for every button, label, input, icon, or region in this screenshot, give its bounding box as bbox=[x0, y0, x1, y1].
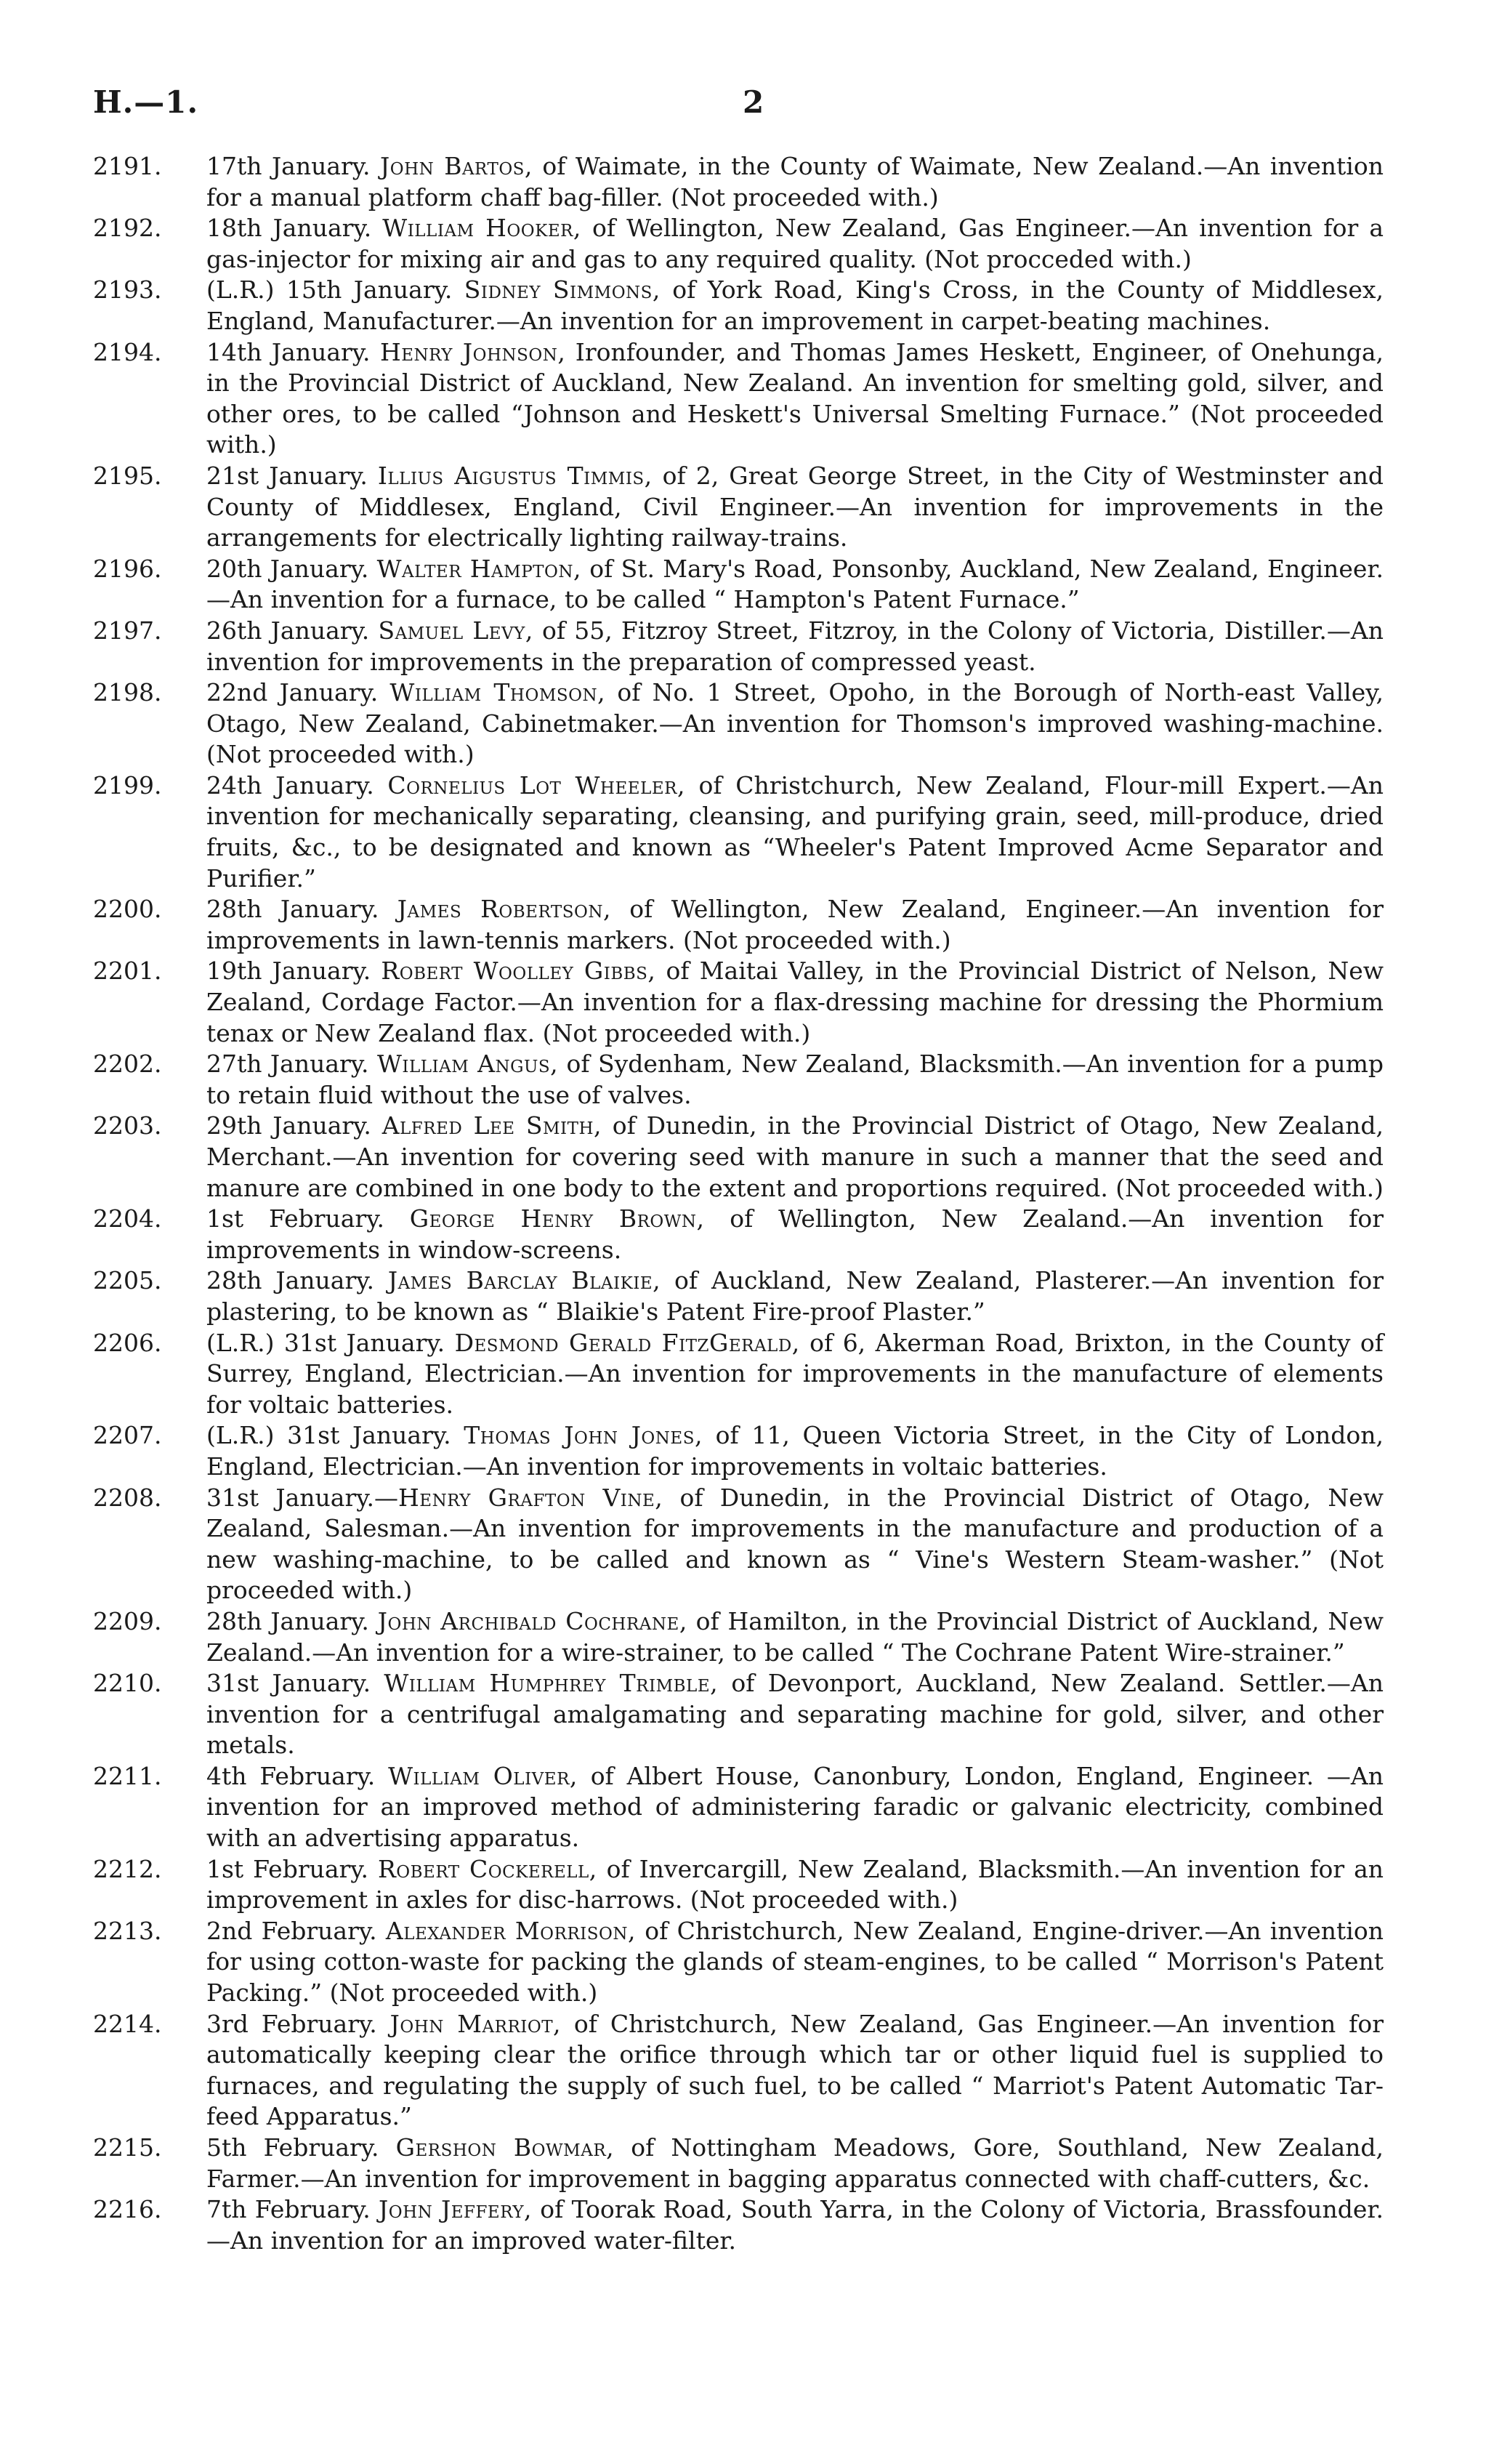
entry-date: 1st February. bbox=[206, 1854, 369, 1883]
entry-date: (L.R.) 31st January. bbox=[206, 1328, 445, 1357]
applicant-name: Henry Johnson, bbox=[379, 337, 566, 366]
entry-date: 22nd January. bbox=[206, 678, 379, 707]
applicant-name: John Archibald Cochrane, bbox=[377, 1606, 687, 1635]
entry-date: 21st January. bbox=[206, 461, 368, 490]
entry-number: 2203. bbox=[93, 1111, 162, 1140]
entry-details: of Christchurch, New Zealand, Flour-mill Expert.—An invention for mechanically separating, cleansing, and purifying grain, seed, mill-produce, dried fruits, &c., to be designated and known as “Wheeler's Patent Improved Acme Separator and Purifier.” bbox=[206, 770, 1384, 893]
entry-date: 2nd February. bbox=[206, 1916, 377, 1945]
applicant-name: James Barclay Blaikie, bbox=[387, 1266, 661, 1295]
patent-entry bbox=[93, 1606, 1384, 1668]
entry-number: 2210. bbox=[93, 1669, 162, 1698]
entry-date: 31st January.— bbox=[206, 1483, 398, 1512]
patent-entry bbox=[93, 1761, 1384, 1854]
entry-date: 18th January. bbox=[206, 214, 372, 243]
applicant-name: John Marriot, bbox=[389, 2009, 562, 2038]
applicant-name: Robert Woolley Gibbs, bbox=[381, 957, 656, 986]
entry-number: 2199. bbox=[93, 770, 162, 800]
entry-number: 2204. bbox=[93, 1204, 162, 1233]
patent-entry bbox=[93, 1854, 1384, 1916]
patent-entry bbox=[93, 1916, 1384, 2009]
entry-details: of Toorak Road, South Yarra, in the Colony of Victoria, Brassfounder.—An invention for an improved water-filter. bbox=[206, 2195, 1384, 2255]
applicant-name: Cornelius Lot Wheeler, bbox=[387, 770, 685, 800]
applicant-name: William Thomson, bbox=[389, 678, 606, 707]
patent-entry bbox=[93, 1049, 1384, 1111]
entry-date: 28th January. bbox=[206, 1606, 369, 1635]
patent-entry bbox=[93, 2194, 1384, 2256]
entry-number: 2216. bbox=[93, 2195, 162, 2224]
entry-details: Ironfounder, and Thomas James Heskett, Engineer, of Onehunga, in the Provincial District of Auckland, New Zealand. An invention for smelting gold, silver, and other ores, to be called “Johnson and Heskett's Universal Smelting Furnace.” (Not proceeded with.) bbox=[206, 337, 1384, 459]
entry-number: 2214. bbox=[93, 2009, 162, 2038]
entry-details: of 6, Akerman Road, Brixton, in the County of Surrey, England, Electrician.—An invention for improvements in the manufacture of elements for voltaic batteries. bbox=[206, 1328, 1384, 1419]
entry-date: 20th January. bbox=[206, 554, 369, 583]
applicant-name: George Henry Brown, bbox=[409, 1204, 705, 1233]
patent-entry bbox=[93, 677, 1384, 770]
patent-entry bbox=[93, 151, 1384, 213]
entry-date: 3rd February. bbox=[206, 2009, 377, 2038]
entry-date: 14th January. bbox=[206, 337, 371, 366]
patent-entry bbox=[93, 1328, 1384, 1421]
patent-entry bbox=[93, 956, 1384, 1049]
patent-entry bbox=[93, 1204, 1384, 1265]
entry-date: 26th January. bbox=[206, 616, 370, 645]
entry-details: of Devonport, Auckland, New Zealand. Settler.—An invention for a centrifugal amalgamating and separating machine for gold, silver, and other metals. bbox=[206, 1669, 1384, 1760]
entry-date: 31st January. bbox=[206, 1669, 371, 1698]
patent-entry bbox=[93, 770, 1384, 894]
patent-entry bbox=[93, 1420, 1384, 1482]
entry-details: of St. Mary's Road, Ponsonby, Auckland, New Zealand, Engineer.—An invention for a furnace, to be called “ Hampton's Patent Furnace.” bbox=[206, 554, 1384, 614]
patent-entry bbox=[93, 213, 1384, 275]
entry-date: 1st February. bbox=[206, 1204, 384, 1233]
page-header bbox=[93, 84, 1401, 128]
entry-number: 2192. bbox=[93, 214, 162, 243]
applicant-name: William Hooker, bbox=[382, 214, 581, 243]
entry-date: 29th January. bbox=[206, 1111, 371, 1140]
entry-date: 19th January. bbox=[206, 957, 371, 986]
applicant-name: James Robertson, bbox=[397, 895, 611, 924]
entry-details: of 2, Great George Street, in the City of Westminster and County of Middlesex, England, Civil Engineer.—An invention for improvements in the arrangements for electrically lighting railway-trains. bbox=[206, 461, 1384, 552]
applicant-name: Walter Hampton, bbox=[376, 554, 581, 583]
entry-number: 2208. bbox=[93, 1483, 162, 1512]
entry-number: 2212. bbox=[93, 1854, 162, 1883]
applicant-name: William Humphrey Trimble, bbox=[384, 1669, 719, 1698]
entry-number: 2194. bbox=[93, 337, 162, 366]
entry-number: 2198. bbox=[93, 678, 162, 707]
entry-details: of Christchurch, New Zealand, Gas Engineer.—An invention for automatically keeping clear the orifice through which tar or other liquid fuel is supplied to furnaces, and regulating the supply of such fuel, to be called “ Marriot's Patent Automatic Tar-feed Apparatus.” bbox=[206, 2009, 1384, 2131]
entry-details: of Invercargill, New Zealand, Blacksmith.—An invention for an improvement in axles for disc-harrows. (Not proceeded with.) bbox=[206, 1854, 1384, 1915]
entry-details: of Maitai Valley, in the Provincial District of Nelson, New Zealand, Cordage Factor.—An invention for a flax-dressing machine for dressing the Phormium tenax or New Zealand flax. (Not proceeded with.) bbox=[206, 957, 1384, 1047]
entry-number: 2191. bbox=[93, 152, 162, 180]
entry-date: (L.R.) 31st January. bbox=[206, 1421, 451, 1450]
entry-details: of Dunedin, in the Provincial District of Otago, New Zealand, Salesman.—An invention for improvements in the manufacture and production of a new washing-machine, to be called and known as “ Vine's Western Steam-washer.” (Not proceeded with.) bbox=[206, 1483, 1384, 1605]
patent-entries-list bbox=[93, 151, 1384, 2256]
entry-number: 2213. bbox=[93, 1916, 162, 1945]
entry-details: of Albert House, Canonbury, London, England, Engineer. —An invention for an improved method of administering faradic or galvanic electricity, combined with an advertising apparatus. bbox=[206, 1761, 1384, 1853]
applicant-name: Samuel Levy, bbox=[378, 616, 533, 645]
entry-details: of 55, Fitzroy Street, Fitzroy, in the Colony of Victoria, Distiller.—An invention for improvements in the preparation of compressed yeast. bbox=[206, 616, 1384, 676]
applicant-name: Gershon Bowmar, bbox=[395, 2133, 615, 2162]
patent-entry bbox=[93, 1111, 1384, 1204]
applicant-name: Desmond Gerald FitzGerald, bbox=[454, 1328, 800, 1357]
entry-number: 2196. bbox=[93, 554, 162, 583]
patent-entry bbox=[93, 1265, 1384, 1327]
entry-date: 27th January. bbox=[206, 1050, 369, 1079]
applicant-name: William Oliver, bbox=[388, 1761, 578, 1790]
entry-number: 2207. bbox=[93, 1421, 162, 1450]
entry-details: of Nottingham Meadows, Gore, Southland, New Zealand, Farmer.—An invention for improvement in bagging apparatus connected with chaff-cutters, &c. bbox=[206, 2133, 1384, 2193]
entry-number: 2193. bbox=[93, 275, 162, 305]
document-reference: H.—1. bbox=[93, 84, 199, 120]
patent-entry bbox=[93, 2009, 1384, 2133]
entry-date: 28th January. bbox=[206, 1266, 374, 1295]
entry-number: 2202. bbox=[93, 1050, 162, 1079]
entry-details: of Wellington, New Zealand, Gas Engineer.—An invention for a gas-injector for mixing air and gas to any required quality. (Not procceded with.) bbox=[206, 214, 1384, 273]
patent-entry bbox=[93, 616, 1384, 677]
entry-number: 2200. bbox=[93, 895, 162, 924]
entry-details: of Hamilton, in the Provincial District of Auckland, New Zealand.—An invention for a wire-strainer, to be called “ The Cochrane Patent Wire-strainer.” bbox=[206, 1606, 1384, 1667]
applicant-name: Henry Grafton Vine, bbox=[398, 1483, 663, 1512]
patent-entry bbox=[93, 1483, 1384, 1606]
entry-date: 28th January. bbox=[206, 895, 379, 924]
page-number: 2 bbox=[743, 84, 764, 120]
entry-date: 17th January. bbox=[206, 152, 371, 180]
entry-details: of Wellington, New Zealand.—An invention for improvements in window-screens. bbox=[206, 1204, 1384, 1264]
patent-entry bbox=[93, 461, 1384, 554]
applicant-name: Illius Aigustus Timmis, bbox=[377, 461, 653, 490]
applicant-name: Alfred Lee Smith, bbox=[381, 1111, 602, 1140]
entry-details: of York Road, King's Cross, in the County of Middlesex, England, Manufacturer.—An invention for an improvement in carpet-beating machines. bbox=[206, 275, 1384, 335]
entry-number: 2211. bbox=[93, 1761, 162, 1790]
patent-entry bbox=[93, 337, 1384, 461]
entry-details: of Waimate, in the County of Waimate, New Zealand.—An invention for a manual platform chaff bag-filler. (Not proceeded with.) bbox=[206, 152, 1384, 212]
entry-date: 5th February. bbox=[206, 2133, 379, 2162]
entry-number: 2209. bbox=[93, 1606, 162, 1635]
entry-details: of No. 1 Street, Opoho, in the Borough of North-east Valley, Otago, New Zealand, Cabinetmaker.—An invention for Thomson's improved washing-machine. (Not proceeded with.) bbox=[206, 678, 1384, 769]
applicant-name: Thomas John Jones, bbox=[464, 1421, 703, 1450]
entry-date: 24th January. bbox=[206, 770, 374, 800]
entry-date: 4th February. bbox=[206, 1761, 376, 1790]
applicant-name: John Bartos, bbox=[380, 152, 533, 180]
entry-date: 7th February. bbox=[206, 2195, 371, 2224]
entry-number: 2205. bbox=[93, 1266, 162, 1295]
patent-entry bbox=[93, 554, 1384, 616]
entry-number: 2215. bbox=[93, 2133, 162, 2162]
applicant-name: Robert Cockerell, bbox=[377, 1854, 597, 1883]
patent-entry bbox=[93, 894, 1384, 956]
entry-date: (L.R.) 15th January. bbox=[206, 275, 453, 305]
entry-details: of 11, Queen Victoria Street, in the City of London, England, Electrician.—An invention for improvements in voltaic batteries. bbox=[206, 1421, 1384, 1481]
applicant-name: Sidney Simmons, bbox=[464, 275, 661, 305]
patent-entry bbox=[93, 1668, 1384, 1761]
patent-entry bbox=[93, 275, 1384, 337]
patent-entry bbox=[93, 2133, 1384, 2194]
entry-details: of Dunedin, in the Provincial District of Otago, New Zealand, Merchant.—An invention for covering seed with manure in such a manner that the seed and manure are combined in one body to the extent and proportions required. (Not proceeded with.) bbox=[206, 1111, 1384, 1202]
applicant-name: John Jeffery, bbox=[378, 2195, 533, 2224]
entry-details: of Wellington, New Zealand, Engineer.—An invention for improvements in lawn-tennis markers. (Not proceeded with.) bbox=[206, 895, 1384, 954]
entry-number: 2206. bbox=[93, 1328, 162, 1357]
entry-number: 2197. bbox=[93, 616, 162, 645]
entry-details: of Christchurch, New Zealand, Engine-driver.—An invention for using cotton-waste for packing the glands of steam-engines, to be called “ Morrison's Patent Packing.” (Not proceeded with.) bbox=[206, 1916, 1384, 2008]
applicant-name: Alexander Morrison, bbox=[385, 1916, 636, 1945]
entry-details: of Auckland, New Zealand, Plasterer.—An invention for plastering, to be known as “ Blaikie's Patent Fire-proof Plaster.” bbox=[206, 1266, 1384, 1326]
entry-details: of Sydenham, New Zealand, Blacksmith.—An invention for a pump to retain fluid without the use of valves. bbox=[206, 1050, 1384, 1109]
entry-number: 2201. bbox=[93, 957, 162, 986]
entry-number: 2195. bbox=[93, 461, 162, 490]
applicant-name: William Angus, bbox=[376, 1050, 559, 1079]
